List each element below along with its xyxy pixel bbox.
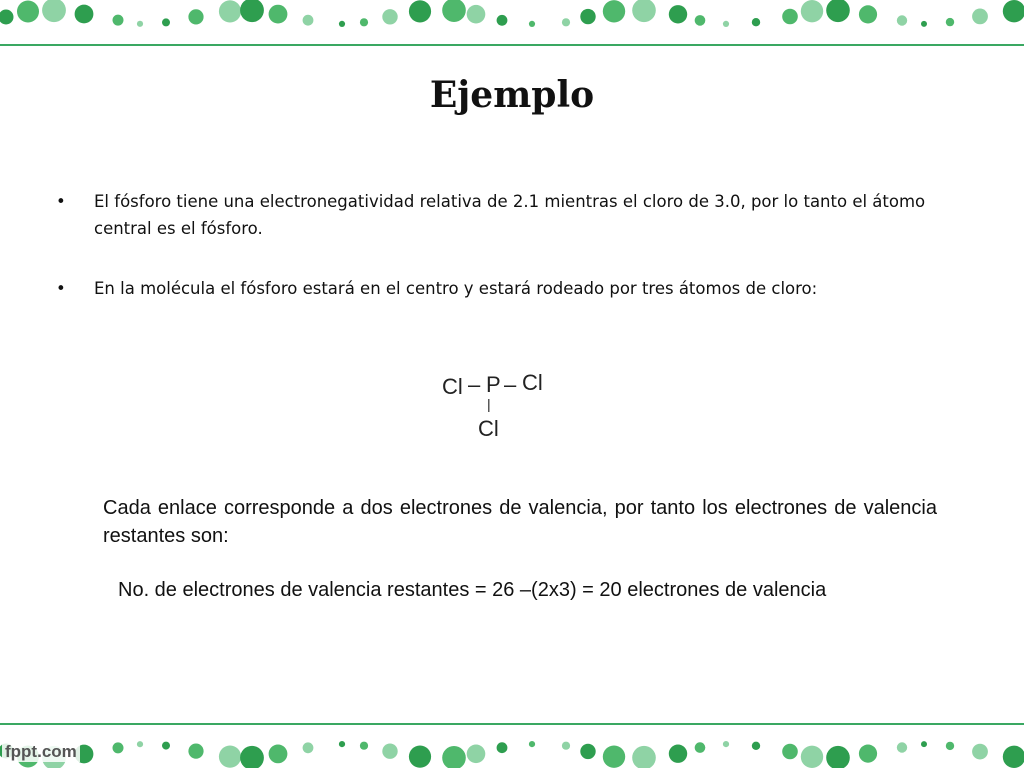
decorative-dot	[360, 18, 368, 26]
decorative-dot	[897, 15, 907, 25]
decorative-dot	[42, 0, 66, 22]
decorative-dot	[580, 744, 595, 759]
decorative-dot	[409, 746, 431, 768]
decorative-dot	[497, 15, 508, 26]
top-dot-pattern	[0, 0, 1024, 44]
decorative-dot	[162, 742, 170, 750]
decorative-dot	[360, 742, 368, 750]
bullet-item-molecule	[56, 275, 966, 302]
decorative-dot	[826, 0, 850, 22]
pcl3-structure-diagram	[440, 366, 550, 446]
decorative-dot	[529, 21, 535, 27]
decorative-dot	[972, 744, 988, 760]
decorative-dot	[946, 18, 954, 26]
decorative-dot	[562, 742, 570, 750]
decorative-dot	[529, 741, 535, 747]
decorative-dot	[240, 746, 264, 768]
bottom-dot-border	[0, 724, 1024, 768]
decorative-dot	[826, 746, 850, 768]
decorative-dot	[339, 21, 345, 27]
decorative-dot	[669, 5, 687, 23]
decorative-dot	[382, 744, 397, 759]
decorative-dot	[162, 18, 170, 26]
valence-equation: No. de electrones de valencia restantes = 26 –(2x3) = 20 electrones de valencia	[118, 579, 827, 601]
decorative-dot	[409, 0, 431, 22]
decorative-dot	[1003, 0, 1024, 22]
decorative-dot	[897, 742, 907, 752]
fppt-logo: fppt.com	[2, 742, 80, 762]
decorative-dot	[467, 745, 486, 764]
atom-p-center: P	[486, 372, 501, 397]
decorative-dot	[562, 18, 570, 26]
atom-cl-bottom: Cl	[478, 416, 499, 441]
bullet-text: El fósforo tiene una electronegatividad relativa de 2.1 mientras el cloro de 3.0, por lo tanto el átomo central es el fósforo.	[94, 192, 926, 238]
decorative-dot	[669, 745, 687, 763]
decorative-dot	[695, 742, 706, 753]
decorative-dot	[921, 21, 927, 27]
decorative-dot	[801, 0, 823, 22]
decorative-dot	[0, 10, 14, 25]
bottom-dot-pattern	[0, 724, 1024, 768]
decorative-dot	[113, 15, 124, 26]
decorative-dot	[1003, 746, 1024, 768]
decorative-dot	[580, 9, 595, 24]
decorative-dot	[752, 742, 760, 750]
valence-paragraph: Cada enlace corresponde a dos electrones de valencia, por tanto los electrones de valencia restantes son:	[103, 497, 937, 547]
decorative-dot	[632, 0, 656, 22]
decorative-dot	[269, 5, 288, 24]
decorative-dot	[442, 746, 466, 768]
decorative-dot	[339, 741, 345, 747]
decorative-dot	[782, 9, 798, 25]
bond-bottom: |	[487, 396, 491, 412]
decorative-dot	[467, 5, 486, 24]
decorative-dot	[921, 741, 927, 747]
decorative-dot	[17, 1, 39, 23]
decorative-dot	[113, 742, 124, 753]
decorative-dot	[497, 742, 508, 753]
decorative-dot	[219, 746, 241, 768]
decorative-dot	[972, 9, 988, 25]
decorative-dot	[137, 741, 143, 747]
atom-cl-right: Cl	[522, 370, 543, 395]
bond-right: –	[504, 372, 517, 397]
decorative-dot	[632, 746, 656, 768]
decorative-dot	[603, 746, 625, 768]
atom-cl-left: Cl	[442, 374, 463, 399]
decorative-dot	[801, 746, 823, 768]
decorative-dot	[723, 21, 729, 27]
top-dot-border	[0, 0, 1024, 44]
slide-title: Ejemplo	[429, 74, 595, 116]
decorative-dot	[137, 21, 143, 27]
decorative-dot	[303, 742, 314, 753]
decorative-dot	[303, 15, 314, 26]
bullet-mark: •	[56, 192, 66, 211]
decorative-dot	[269, 745, 288, 764]
decorative-dot	[219, 0, 241, 22]
bullet-text: En la molécula el fósforo estará en el centro y estará rodeado por tres átomos de cloro:	[94, 279, 818, 298]
decorative-dot	[946, 742, 954, 750]
bullet-item-electronegativity	[56, 188, 966, 242]
decorative-dot	[188, 744, 203, 759]
top-divider-line	[0, 44, 1024, 46]
decorative-dot	[603, 0, 625, 22]
decorative-dot	[752, 18, 760, 26]
decorative-dot	[723, 741, 729, 747]
bullet-mark: •	[56, 279, 66, 298]
decorative-dot	[442, 0, 466, 22]
bond-left: –	[468, 372, 481, 397]
decorative-dot	[859, 5, 877, 23]
decorative-dot	[240, 0, 264, 22]
decorative-dot	[695, 15, 706, 26]
decorative-dot	[188, 9, 203, 24]
decorative-dot	[859, 745, 877, 763]
bullet-list	[56, 188, 966, 302]
decorative-dot	[382, 9, 397, 24]
decorative-dot	[75, 5, 94, 24]
decorative-dot	[782, 744, 798, 760]
